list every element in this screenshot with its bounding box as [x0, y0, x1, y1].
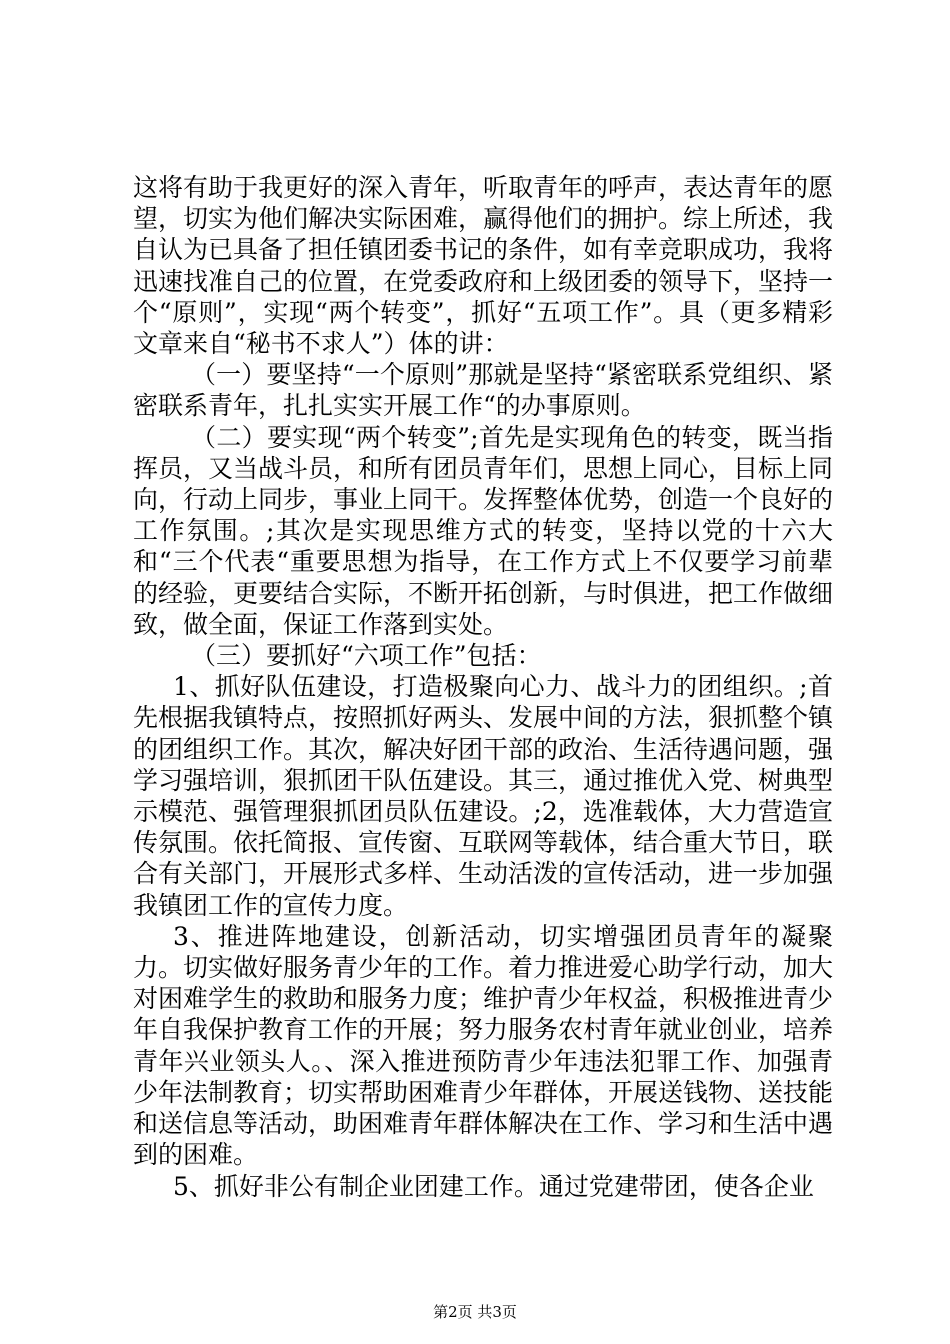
- paragraph-transformations: （二）要实现“两个转变”;首先是实现角色的转变，既当指挥员，又当战斗员，和所有团员青年们，思想上同心，目标上同向，行动上同步，事业上同干。发挥整体优势，创造一个良好的工作氛围。;其次是实现思维方式的转变，坚持以党的十六大和“三个代表“重要思想为指导，在工作方式上不仅要学习前辈的经验，更要结合实际，不断开拓创新，与时俱进，把工作做细致，做全面，保证工作落到实处。: [133, 422, 834, 639]
- paragraph-intro: 这将有助于我更好的深入青年，听取青年的呼声，表达青年的愿望，切实为他们解决实际困难，赢得他们的拥护。综上所述，我自认为已具备了担任镇团委书记的条件，如有幸竞职成功，我将迅速找准自己的位置，在党委政府和上级团委的领导下，坚持一个“原则”，实现“两个转变”，抓好“五项工作”。具（更多精彩文章来自“秘书不求人”）体的讲：: [133, 173, 834, 359]
- page-footer: 第2页 共3页: [433, 1303, 517, 1321]
- paragraph-task-5: 5、抓好非公有制企业团建工作。通过党建带团，使各企业: [173, 1171, 814, 1201]
- document-body: [133, 172, 833, 1202]
- paragraph-task-1-2: 1、抓好队伍建设，打造极聚向心力、战斗力的团组织。;首先根据我镇特点，按照抓好两头、发展中间的方法，狠抓整个镇的团组织工作。其次，解决好团干部的政治、生活待遇问题，强学习强培训，狠抓团干队伍建设。其三，通过推优入党、树典型示模范、强管理狠抓团员队伍建设。;2，选准载体，大力营造宣传氛围。依托简报、宣传窗、互联网等载体，结合重大节日，联合有关部门，开展形式多样、生动活泼的宣传活动，进一步加强我镇团工作的宣传力度。: [133, 672, 834, 920]
- paragraph-principle: （一）要坚持“一个原则”那就是坚持“紧密联系党组织、紧密联系青年，扎扎实实开展工作“的办事原则。: [133, 360, 833, 421]
- paragraph-task-3: 3、推进阵地建设，创新活动，切实增强团员青年的凝聚力。切实做好服务青少年的工作。着力推进爱心助学行动，加大对困难学生的救助和服务力度；维护青少年权益，积极推进青少年自我保护教育工作的开展；努力服务农村青年就业创业，培养青年兴业领头人。、深入推进预防青少年违法犯罪工作、加强青少年法制教育；切实帮助困难青少年群体，开展送钱物、送技能和送信息等活动，助困难青年群体解决在工作、学习和生活中遇到的困难。: [133, 921, 834, 1170]
- paragraph-six-tasks-heading: （三）要抓好“六项工作”包括：: [191, 641, 542, 671]
